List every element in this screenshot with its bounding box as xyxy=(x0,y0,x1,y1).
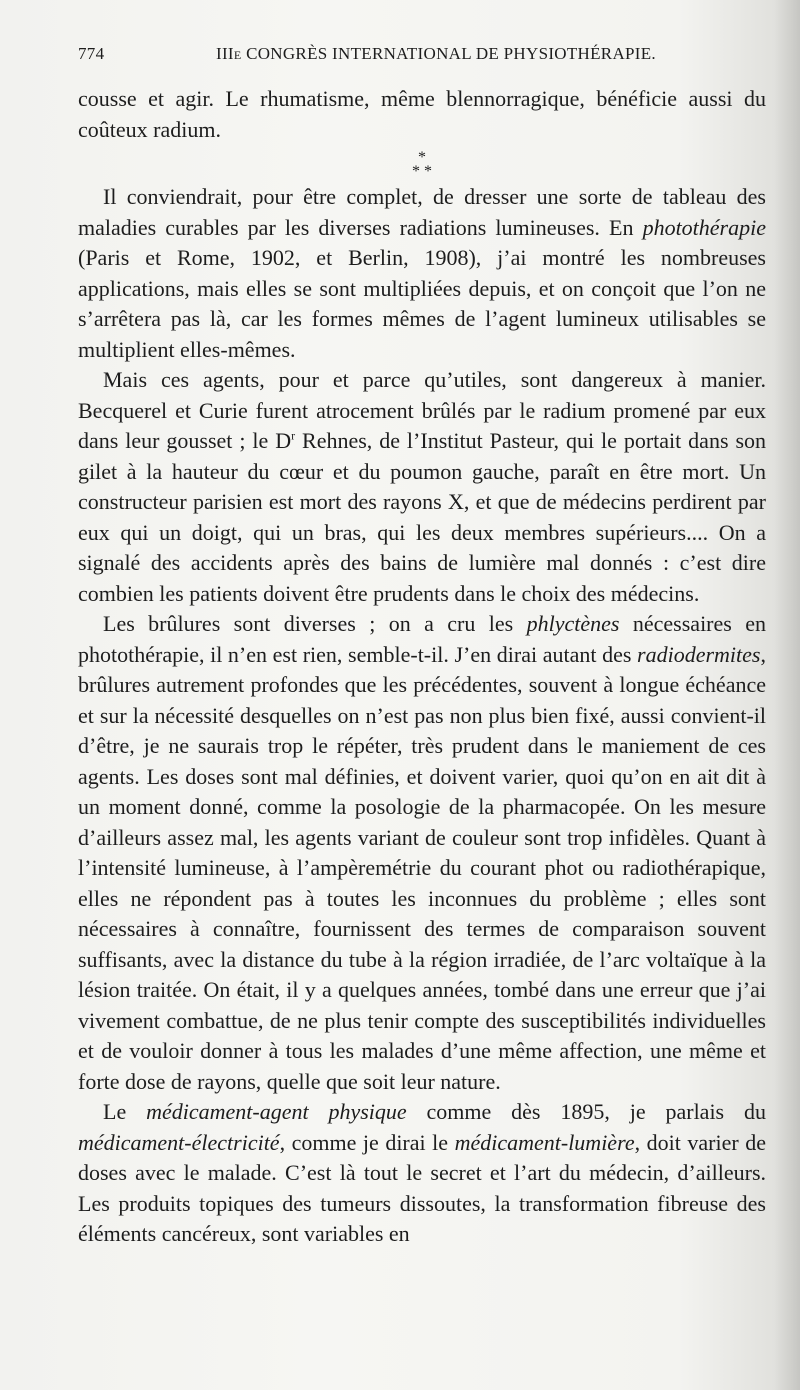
paragraph-tableau xyxy=(78,182,766,365)
text-run: , doit varier de doses avec le malade. C’est là tout le secret et l’art du médecin, d’ailleurs. Les produits topiques des tumeurs dissoutes, la transformation fibreuse des éléments cancéreux, sont variables en xyxy=(78,1129,766,1246)
italic-term: phlyctènes xyxy=(526,611,620,636)
page-edge-shadow xyxy=(774,0,800,1390)
paragraph-continuation: cousse et agir. Le rhumatisme, même blennorragique, bénéficie aussi du coûteux radium. xyxy=(78,86,766,142)
body-text xyxy=(78,84,766,1284)
text-run: Le xyxy=(103,1099,147,1124)
text-run: Mais ces agents, pour et parce qu’utiles, sont dangereux à manier. Becquerel et Curie furent atrocement brûlés par le radium promené par eux dans leur gousset ; le D xyxy=(78,367,766,453)
running-title: IIIe CONGRÈS INTERNATIONAL DE PHYSIOTHÉRAPIE. xyxy=(216,44,656,63)
text-run: Il conviendrait, pour être complet, de dresser une sorte de tableau des maladies curables par les diverses radiations lumineuses. En xyxy=(78,184,766,240)
paragraph-dangers xyxy=(78,365,766,609)
paragraph-brulures xyxy=(78,609,766,1097)
text-run: comme dès 1895, je parlais du xyxy=(406,1099,766,1124)
italic-term: photothérapie xyxy=(642,214,766,240)
text-run: Rehnes, de l’Institut Pasteur, qui le portait dans son gilet à la hauteur du cœur et du poumon gauche, paraît en être mort. Un constructeur parisien est mort des rayons X, et que de médecins perdirent par eux qui un doigt, qui un bras, qui les deux membres supérieurs.... On a signalé des accidents après des bains de lumière mal donnés : c’est dire combien les patients doivent être prudents dans le choix des médecins. xyxy=(78,428,767,606)
paragraph-medicament xyxy=(78,1097,766,1250)
asterism-top: * xyxy=(418,149,426,166)
superscript: r xyxy=(291,428,296,443)
text-run: (Paris et Rome, 1902, et Berlin, 1908), j’ai montré les nombreuses applications, mais elles se sont multipliées depuis, et on conçoit que l’on ne s’arrêtera pas là, car les formes mêmes de l’agent lumineux utilisables se multiplient elles-mêmes. xyxy=(78,245,766,362)
italic-term: médicament-lumière xyxy=(454,1129,635,1155)
text-run: Les brûlures sont diverses ; on a cru les xyxy=(103,611,527,636)
page-number: 774 xyxy=(78,44,105,63)
text-run: , brûlures autrement profondes que les précédentes, souvent à longue échéance et sur la nécessité desquelles on n’est pas non plus bien fixé, aussi convient-il d’être, je ne saurais trop le répéter, très prudent dans le maniement de ces agents. Les doses sont mal définies, et doivent varier, quoi qu’on en ait dit à un moment donné, comme la posologie de la pharmacopée. On les mesure d’ailleurs assez mal, les agents variant de couleur sont trop infidèles. Quant à l’intensité lumineuse, à l’ampèremétrie du courant phot ou radiothérapique, elles ne répondent pas à toutes les inconnues du problème ; elles sont nécessaires à connaître, fournissent des termes de comparaison souvent suffisants, avec la distance du tube à la région irradiée, de l’arc voltaïque à la lésion traitée. On était, il y a quelques années, tombé dans une erreur que j’ai vivement combattue, de ne plus tenir compte des susceptibilités individuelles et de vouloir donner à tous les malades d’une même affection, une même et forte dose de rayons, quelle que soit leur nature. xyxy=(78,641,766,1094)
asterism-bottom: * * xyxy=(412,163,432,180)
italic-term: médicament-électricité xyxy=(78,1129,280,1155)
text-run: , comme je dirai le xyxy=(279,1129,455,1155)
section-asterism xyxy=(78,145,766,182)
text-run: nécessaires en photothérapie, il n’en est rien, semble-t-il. J’en dirai autant des xyxy=(78,611,766,667)
italic-term: radiodermites xyxy=(637,641,761,667)
italic-term: médicament-agent physique xyxy=(146,1099,407,1124)
running-header xyxy=(78,44,768,70)
